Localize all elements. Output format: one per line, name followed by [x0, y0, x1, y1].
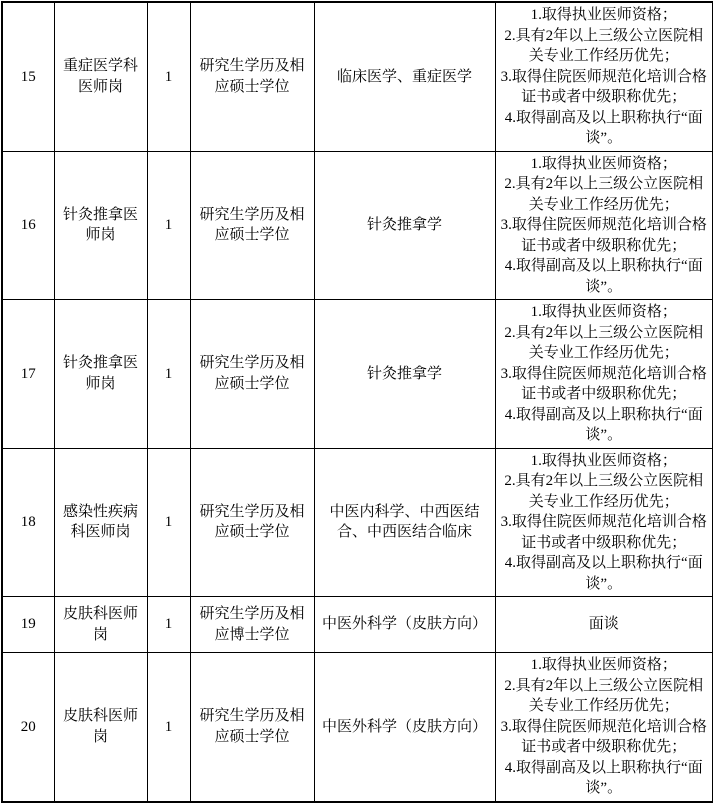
requirement-item: 1.取得执业医师资格； [530, 7, 677, 23]
cell-row-number: 16 [2, 151, 54, 300]
requirement-item: 3.取得住院医师规范化培训合格证书或者中级职称优先； [500, 514, 707, 551]
cell-other-requirements [495, 597, 713, 653]
requirement-item: 3.取得住院医师规范化培训合格证书或者中级职称优先； [500, 68, 707, 105]
cell-position-name: 感染性疾病科医师岗 [54, 448, 147, 597]
cell-position-name: 针灸推拿医师岗 [54, 300, 147, 449]
requirement-item: 4.取得副高及以上职称执行“面谈”。 [504, 555, 703, 592]
cell-row-number: 19 [2, 597, 54, 653]
requirement-item: 1.取得执业医师资格； [530, 657, 677, 673]
cell-other-requirements [495, 448, 713, 597]
cell-major-requirement: 针灸推拿学 [314, 151, 495, 300]
cell-headcount: 1 [147, 653, 190, 802]
cell-headcount: 1 [147, 448, 190, 597]
requirement-item: 4.取得副高及以上职称执行“面谈”。 [504, 258, 703, 295]
requirement-item: 2.具有2年以上三级公立医院相关专业工作经历优先； [504, 324, 704, 361]
requirement-item: 3.取得住院医师规范化培训合格证书或者中级职称优先； [500, 365, 707, 402]
cell-education-requirement: 研究生学历及相应硕士学位 [190, 300, 314, 449]
requirement-item: 4.取得副高及以上职称执行“面谈”。 [504, 109, 703, 146]
requirement-item: 1.取得执业医师资格； [530, 155, 677, 172]
cell-headcount: 1 [147, 300, 190, 449]
cell-major-requirement: 针灸推拿学 [314, 300, 495, 449]
table-row [2, 597, 713, 653]
requirement-item: 2.具有2年以上三级公立医院相关专业工作经历优先； [504, 677, 704, 714]
requirement-item: 面谈 [588, 616, 619, 633]
cell-row-number: 20 [2, 653, 54, 802]
requirement-item: 3.取得住院医师规范化培训合格证书或者中级职称优先； [500, 217, 707, 254]
cell-education-requirement: 研究生学历及相应硕士学位 [190, 2, 314, 151]
cell-position-name: 针灸推拿医师岗 [54, 151, 147, 300]
requirement-item: 4.取得副高及以上职称执行“面谈”。 [504, 759, 703, 796]
cell-row-number: 18 [2, 448, 54, 597]
cell-education-requirement: 研究生学历及相应硕士学位 [190, 448, 314, 597]
requirement-item: 2.具有2年以上三级公立医院相关专业工作经历优先； [504, 176, 704, 213]
cell-other-requirements [495, 151, 713, 300]
requirement-item: 2.具有2年以上三级公立医院相关专业工作经历优先； [504, 473, 704, 510]
table-row [2, 2, 713, 151]
cell-major-requirement: 中医内科学、中西医结合、中西医结合临床 [314, 448, 495, 597]
cell-education-requirement: 研究生学历及相应硕士学位 [190, 653, 314, 802]
cell-headcount: 1 [147, 597, 190, 653]
cell-education-requirement: 研究生学历及相应硕士学位 [190, 151, 314, 300]
cell-education-requirement: 研究生学历及相应博士学位 [190, 597, 314, 653]
cell-position-name: 重症医学科医师岗 [54, 2, 147, 151]
cell-headcount: 1 [147, 151, 190, 300]
cell-other-requirements [495, 2, 713, 151]
table-row [2, 653, 713, 802]
cell-other-requirements [495, 300, 713, 449]
table-row [2, 151, 713, 300]
cell-major-requirement: 中医外科学（皮肤方向） [314, 597, 495, 653]
recruitment-positions-table [1, 1, 713, 803]
requirement-item: 1.取得执业医师资格； [530, 304, 677, 320]
cell-row-number: 17 [2, 300, 54, 449]
cell-other-requirements [495, 653, 713, 802]
table-row [2, 448, 713, 597]
cell-position-name: 皮肤科医师岗 [54, 597, 147, 653]
requirement-item: 1.取得执业医师资格； [530, 452, 677, 469]
cell-major-requirement: 临床医学、重症医学 [314, 2, 495, 151]
requirement-item: 2.具有2年以上三级公立医院相关专业工作经历优先； [504, 27, 704, 64]
table-row [2, 300, 713, 449]
cell-headcount: 1 [147, 2, 190, 151]
requirement-item: 3.取得住院医师规范化培训合格证书或者中级职称优先； [500, 718, 707, 755]
requirement-item: 4.取得副高及以上职称执行“面谈”。 [504, 406, 703, 443]
cell-major-requirement: 中医外科学（皮肤方向） [314, 653, 495, 802]
table-body [2, 2, 713, 802]
cell-row-number: 15 [2, 2, 54, 151]
cell-position-name: 皮肤科医师岗 [54, 653, 147, 802]
